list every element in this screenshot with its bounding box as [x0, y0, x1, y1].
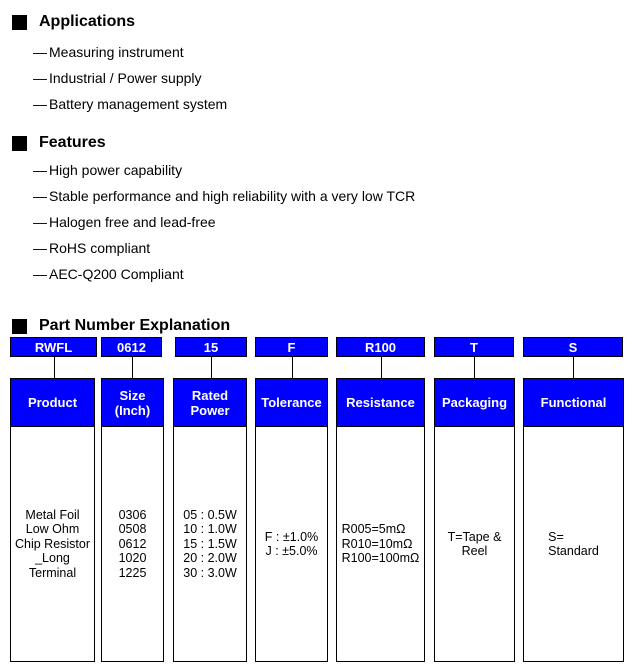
column-value-line: J : ±5.0% [265, 544, 318, 558]
applications-list [33, 39, 227, 117]
connector-line [474, 357, 475, 378]
part-field-column [101, 378, 164, 662]
part-field-column [523, 378, 624, 662]
column-body [256, 427, 327, 661]
dash-icon: — [33, 70, 47, 86]
column-header [102, 379, 163, 427]
column-header-line: Product [27, 395, 78, 410]
column-header-line: Tolerance [261, 395, 322, 410]
column-value-line: T=Tape & [447, 529, 502, 544]
column-value-line: R005=5mΩ [341, 522, 406, 537]
part-number-title: Part Number Explanation [39, 317, 231, 334]
column-value-line: F : ±1.0% [264, 529, 319, 544]
column-value-line: S= [548, 529, 564, 544]
column-value-line: 15 : 1.5W [183, 536, 237, 551]
list-item: — Battery management system [33, 91, 227, 117]
dash-icon: — [33, 188, 47, 204]
column-value-line: 10 : 1.0W [183, 522, 237, 537]
column-value-line: R100=100mΩ [341, 551, 420, 566]
column-value-line: Reel [461, 544, 488, 558]
list-item: — Measuring instrument [33, 39, 227, 65]
part-code-box: S [523, 337, 623, 357]
square-bullet-icon [12, 136, 27, 151]
applications-heading [12, 12, 135, 32]
connector-line [573, 357, 574, 378]
column-value-line: _Long [35, 551, 70, 566]
features-title: Features [39, 134, 106, 151]
column-value-line: R010=10mΩ [341, 536, 413, 551]
column-header-line: Functional [540, 395, 607, 410]
part-field-column [336, 378, 425, 662]
square-bullet-icon [12, 319, 27, 334]
part-number-heading [12, 316, 230, 336]
part-code-box: T [434, 337, 514, 357]
part-field-column [173, 378, 247, 662]
features-list [33, 157, 415, 287]
column-header [174, 379, 246, 427]
column-header-line: Power [190, 402, 230, 418]
column-value-line: 1225 [118, 565, 147, 580]
column-body [524, 427, 623, 661]
column-body [102, 427, 163, 661]
part-code-box: RWFL [10, 337, 97, 357]
column-body [11, 427, 94, 661]
column-header [256, 379, 327, 427]
column-header [11, 379, 94, 427]
column-header-line: Resistance [346, 395, 415, 410]
connector-line [132, 357, 133, 378]
connector-line [381, 357, 382, 378]
list-item: — High power capability [33, 157, 415, 183]
part-code-box: 15 [175, 337, 247, 357]
column-value-line: 0508 [118, 522, 147, 537]
connector-line [292, 357, 293, 378]
applications-title: Applications [39, 13, 136, 30]
dash-icon: — [33, 44, 47, 60]
column-header [435, 379, 514, 427]
dash-icon: — [33, 266, 47, 282]
list-item: — Stable performance and high reliability with a very low TCR [33, 183, 415, 209]
column-body [435, 427, 514, 661]
column-header [524, 379, 623, 427]
list-item: — AEC-Q200 Compliant [33, 261, 415, 287]
dash-icon: — [33, 162, 47, 178]
column-value-line: 20 : 2.0W [183, 551, 237, 566]
column-body [174, 427, 246, 661]
column-header-line: (Inch) [114, 402, 151, 418]
column-header-line: Packaging [441, 395, 508, 410]
features-heading [12, 133, 106, 153]
dash-icon: — [33, 96, 47, 112]
column-value-line: Chip Resistor [14, 536, 91, 551]
part-field-column [434, 378, 515, 662]
column-value-line: 1020 [118, 551, 147, 566]
dash-icon: — [33, 214, 47, 230]
column-value-line: 30 : 3.0W [183, 565, 237, 580]
column-value-line: 05 : 0.5W [183, 507, 237, 522]
list-item: — Industrial / Power supply [33, 65, 227, 91]
column-header [337, 379, 424, 427]
column-value-line: Terminal [28, 565, 77, 580]
part-code-box: R100 [336, 337, 425, 357]
part-code-box: 0612 [101, 337, 162, 357]
column-value-line: Low Ohm [25, 522, 80, 537]
column-body [337, 427, 424, 661]
part-field-column [255, 378, 328, 662]
part-code-box: F [255, 337, 328, 357]
column-value-line: 0612 [118, 536, 147, 551]
column-value-line: 0306 [118, 507, 147, 522]
column-value-line: Standard [548, 544, 599, 558]
part-field-column [10, 378, 95, 662]
connector-line [211, 357, 212, 378]
list-item: — Halogen free and lead-free [33, 209, 415, 235]
square-bullet-icon [12, 15, 27, 30]
dash-icon: — [33, 240, 47, 256]
column-header-line: Rated [191, 387, 229, 403]
connector-line [54, 357, 55, 378]
column-header-line: Size [119, 387, 146, 403]
list-item: — RoHS compliant [33, 235, 415, 261]
column-value-line: Metal Foil [25, 507, 80, 522]
